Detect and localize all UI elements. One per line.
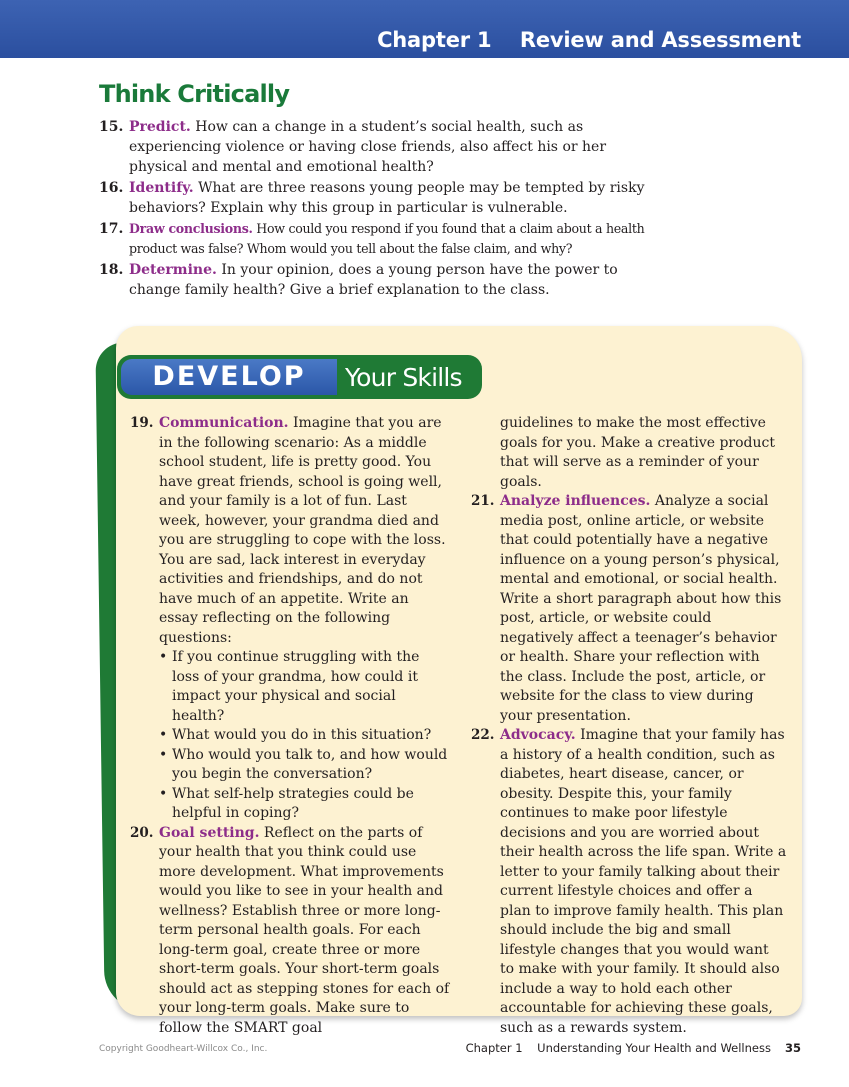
question-text: How could you respond if you found that a claim about a health product was false? Whom would you tell about the false claim, and why? [129, 221, 645, 256]
bullet-item: • What self-help strategies could be helpful in coping? [159, 785, 450, 824]
question-keyword: Determine. [129, 262, 217, 278]
skill-item-20: 20. Goal setting. Reflect on the parts of your health that you think could use more development. What improvements would you like to see in your health and wellness? Establish three or more long-term personal health goals. For each long-term goal, create three or more short-term goals. Your short-term goals should act as stepping stones for each of your long-term goals. Make sure to follow the SMART goal [130, 824, 450, 1036]
develop-left-column [130, 414, 450, 1038]
question-keyword: Identify. [129, 180, 194, 196]
skill-keyword: Analyze influences. [500, 493, 651, 509]
question-keyword: Draw conclusions. [129, 221, 253, 236]
question-text: In your opinion, does a young person have the power to change family health? Give a brief explanation to the class. [129, 262, 618, 298]
question-text: How can a change in a student’s social health, such as experiencing violence or having close friends, also affect his or her physical and mental and emotional health? [129, 119, 607, 175]
think-critically-heading: Think Critically [99, 80, 290, 108]
skill-text: Imagine that your family has a history of a health condition, such as diabetes, heart disease, cancer, or obesity. Despite this, your family continues to make poor lifestyle decisions and you are worried about their health across the life span. Write a letter to your family talking about their current lifestyle choices and offer a plan to improve family health. This plan should include the big and small lifestyle changes that you would want to make with your family. It should also include a way to hold each other accountable for achieving these goals, such as a rewards system. [500, 727, 787, 1036]
skill-item-21: 21. Analyze influences. Analyze a social media post, online article, or website that could potentially have a negative influence on a young person’s physical, mental and emotional, or social health. Write a short paragraph about how this post, article, or website could negatively affect a teenager’s behavior or health. Share your reflection with the class. Include the post, article, or website for the class to view during your presentation. [471, 493, 782, 724]
footer-chapter: Chapter 1 Understanding Your Health and Wellness [465, 1041, 771, 1055]
skill-item-19: 19. Communication. Imagine that you are in the following scenario: As a middle school student, life is pretty good. You have great friends, school is going well, and your family is a lot of fun. Last week, however, your grandma died and you are struggling to cope with the loss. You are sad, lack interest in everyday activities and friendships, and do not have much of an appetite. Write an essay reflecting on the following questions: • If you continue struggling with the loss of your grandma, how could it impact your physical and social health? • What would you do in this situation? • Who would you talk to, and how would you begin the conversation? • What self-help strategies could be helpful in coping? [130, 414, 450, 824]
bullet-item: • Who would you talk to, and how would you begin the conversation? [159, 746, 450, 785]
develop-right-column [471, 414, 787, 1038]
skill-item-20-continued: guidelines to make the most effective goals for you. Make a creative product that will serve as a reminder of your goals. [500, 415, 775, 490]
question-17: 17. Draw conclusions. How could you respond if you found that a claim about a health product was false? Whom would you tell about the false claim, and why? [99, 221, 645, 256]
copyright-notice: Copyright Goodheart-Willcox Co., Inc. [99, 1044, 268, 1054]
skill-text: Reflect on the parts of your health that you think could use more development. What improvements would you like to see in your health and wellness? Establish three or more long-term personal health goals. For each long-term goal, create three or more short-term goals. Your short-term goals should act as stepping stones for each of your long-term goals. Make sure to follow the SMART goal [159, 824, 450, 1036]
page-footer [466, 1041, 801, 1055]
bullet-item: • What would you do in this situation? [159, 726, 450, 746]
chapter-title: Chapter 1 Review and Assessment [377, 28, 801, 52]
skill-keyword: Goal setting. [159, 824, 260, 841]
develop-banner-text: Your Skills [345, 363, 462, 392]
skill-keyword: Advocacy. [500, 727, 576, 743]
bullet-item: • If you continue struggling with the loss of your grandma, how could it impact your physical and social health? [159, 648, 450, 726]
skill-item-22: 22. Advocacy. Imagine that your family has a history of a health condition, such as diabetes, heart disease, cancer, or obesity. Despite this, your family continues to make poor lifestyle decisions and you are worried about their health across the life span. Write a letter to your family talking about their current lifestyle choices and offer a plan to improve family health. This plan should include the big and small lifestyle changes that you would want to make with your family. It should also include a way to hold each other accountable for achieving these goals, such as a rewards system. [471, 727, 787, 1036]
question-15: 15. Predict. How can a change in a student’s social health, such as experiencing violence or having close friends, also affect his or her physical and mental and emotional health? [99, 119, 607, 175]
develop-banner-word: DEVELOP [121, 359, 337, 395]
skill-text: Analyze a social media post, online article, or website that could potentially have a negative influence on a young person’s physical, mental and emotional, or social health. Write a short paragraph about how this post, article, or website could negatively affect a teenager’s behavior or health. Share your reflection with the class. Include the post, article, or website for the class to view during your presentation. [500, 493, 782, 724]
page-number: 35 [784, 1041, 801, 1055]
question-16: 16. Identify. What are three reasons young people may be tempted by risky behaviors? Explain why this group in particular is vulnerable. [99, 180, 645, 216]
think-critically-list [99, 117, 659, 301]
question-18: 18. Determine. In your opinion, does a young person have the power to change family health? Give a brief explanation to the class. [99, 262, 618, 298]
skill-text: Imagine that you are in the following scenario: As a middle school student, life is pretty good. You have great friends, school is going well, and your family is a lot of fun. Last week, however, your grandma died and you are struggling to cope with the loss. You are sad, lack interest in everyday activities and friendships, and do not have much of an appetite. Write an essay reflecting on the following questions: [159, 415, 446, 646]
question-keyword: Predict. [129, 119, 191, 135]
skill-bullet-list [159, 648, 450, 824]
skill-keyword: Communication. [159, 415, 289, 431]
question-text: What are three reasons young people may be tempted by risky behaviors? Explain why this group in particular is vulnerable. [129, 180, 645, 216]
